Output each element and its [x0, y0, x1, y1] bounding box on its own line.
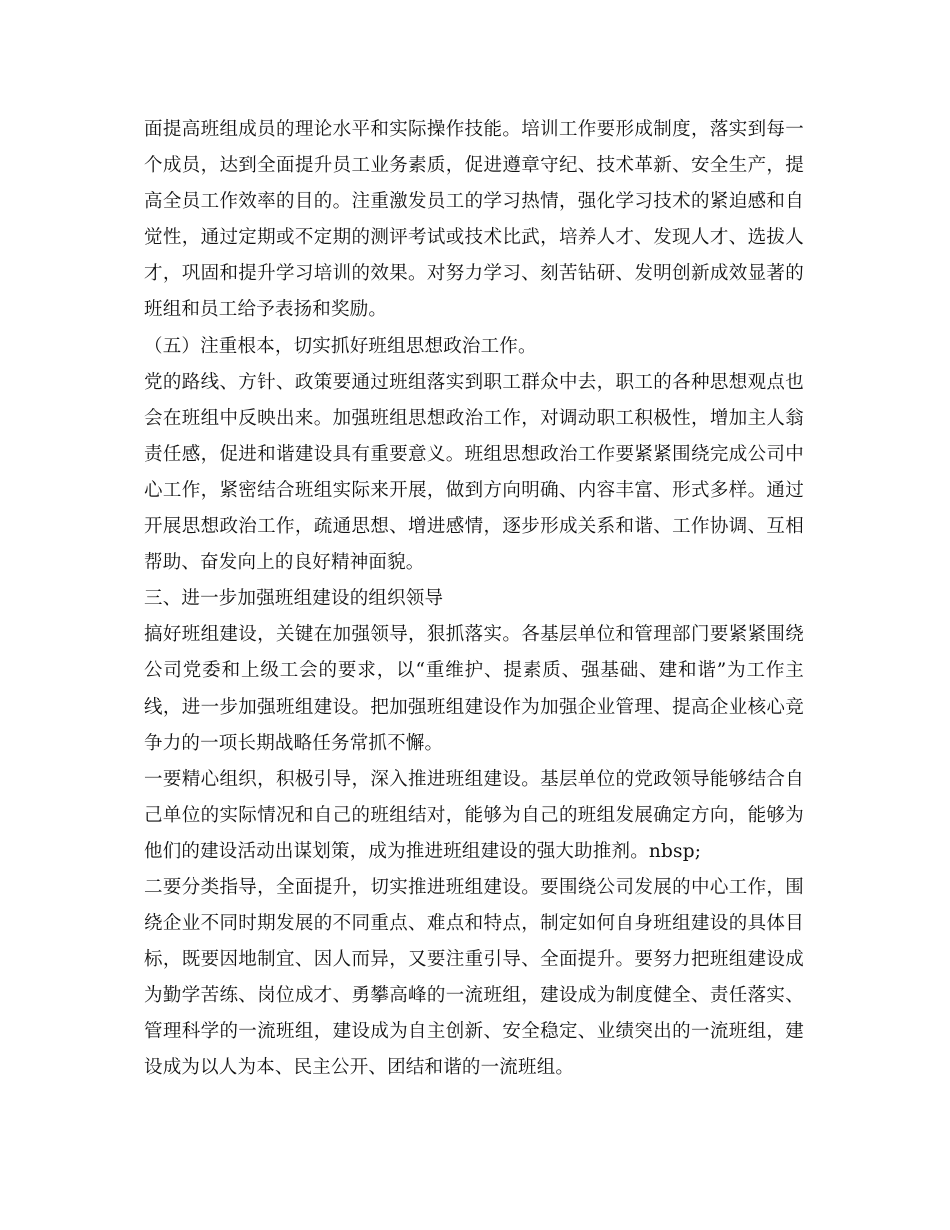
paragraph-guidance: 二要分类指导，全面提升，切实推进班组建设。要围绕公司发展的中心工作，围绕企业不同时期发展的不同重点、难点和特点，制定如何自身班组建设的具体目标，既要因地制宜、因人而异，又要注重引导、全面提升。要努力把班组建设成为勤学苦练、岗位成才、勇攀高峰的一流班组，建设成为制度健全、责任落实、管理科学的一流班组，建设成为自主创新、安全稳定、业绩突出的一流班组，建设成为以人为本、民主公开、团结和谐的一流班组。 [144, 876, 804, 1079]
section-heading-3: 三、进一步加强班组建设的组织领导 [144, 588, 444, 610]
paragraph-organize: 一要精心组织，积极引导，深入推进班组建设。基层单位的党政领导能够结合自己单位的实际情况和自己的班组结对，能够为自己的班组发展确定方向，能够为他们的建设活动出谋划策，成为推进班组建设的强大助推剂。nbsp; [144, 768, 804, 862]
document-body [144, 112, 804, 1087]
paragraph-leadership: 搞好班组建设，关键在加强领导，狠抓落实。各基层单位和管理部门要紧紧围绕公司党委和上级工会的要求，以“重维护、提素质、强基础、建和谐”为工作主线，进一步加强班组建设。把加强班组建设作为加强企业管理、提高企业核心竞争力的一项长期战略任务常抓不懈。 [144, 624, 804, 754]
paragraph-political-work: 党的路线、方针、政策要通过班组落实到职工群众中去，职工的各种思想观点也会在班组中反映出来。加强班组思想政治工作，对调动职工积极性，增加主人翁责任感，促进和谐建设具有重要意义。班组思想政治工作要紧紧围绕完成公司中心工作，紧密结合班组实际来开展，做到方向明确、内容丰富、形式多样。通过开展思想政治工作，疏通思想、增进感情，逐步形成关系和谐、工作协调、互相帮助、奋发向上的良好精神面貌。 [144, 371, 804, 574]
paragraph-training: 面提高班组成员的理论水平和实际操作技能。培训工作要形成制度，落实到每一个成员，达到全面提升员工业务素质，促进遵章守纪、技术革新、安全生产，提高全员工作效率的目的。注重激发员工的学习热情，强化学习技术的紧迫感和自觉性，通过定期或不定期的测评考试或技术比武，培养人才、发现人才、选拔人才，巩固和提升学习培训的效果。对努力学习、刻苦钻研、发明创新成效显著的班组和员工给予表扬和奖励。 [144, 119, 804, 321]
section-heading-5: （五）注重根本，切实抓好班组思想政治工作。 [144, 335, 537, 357]
